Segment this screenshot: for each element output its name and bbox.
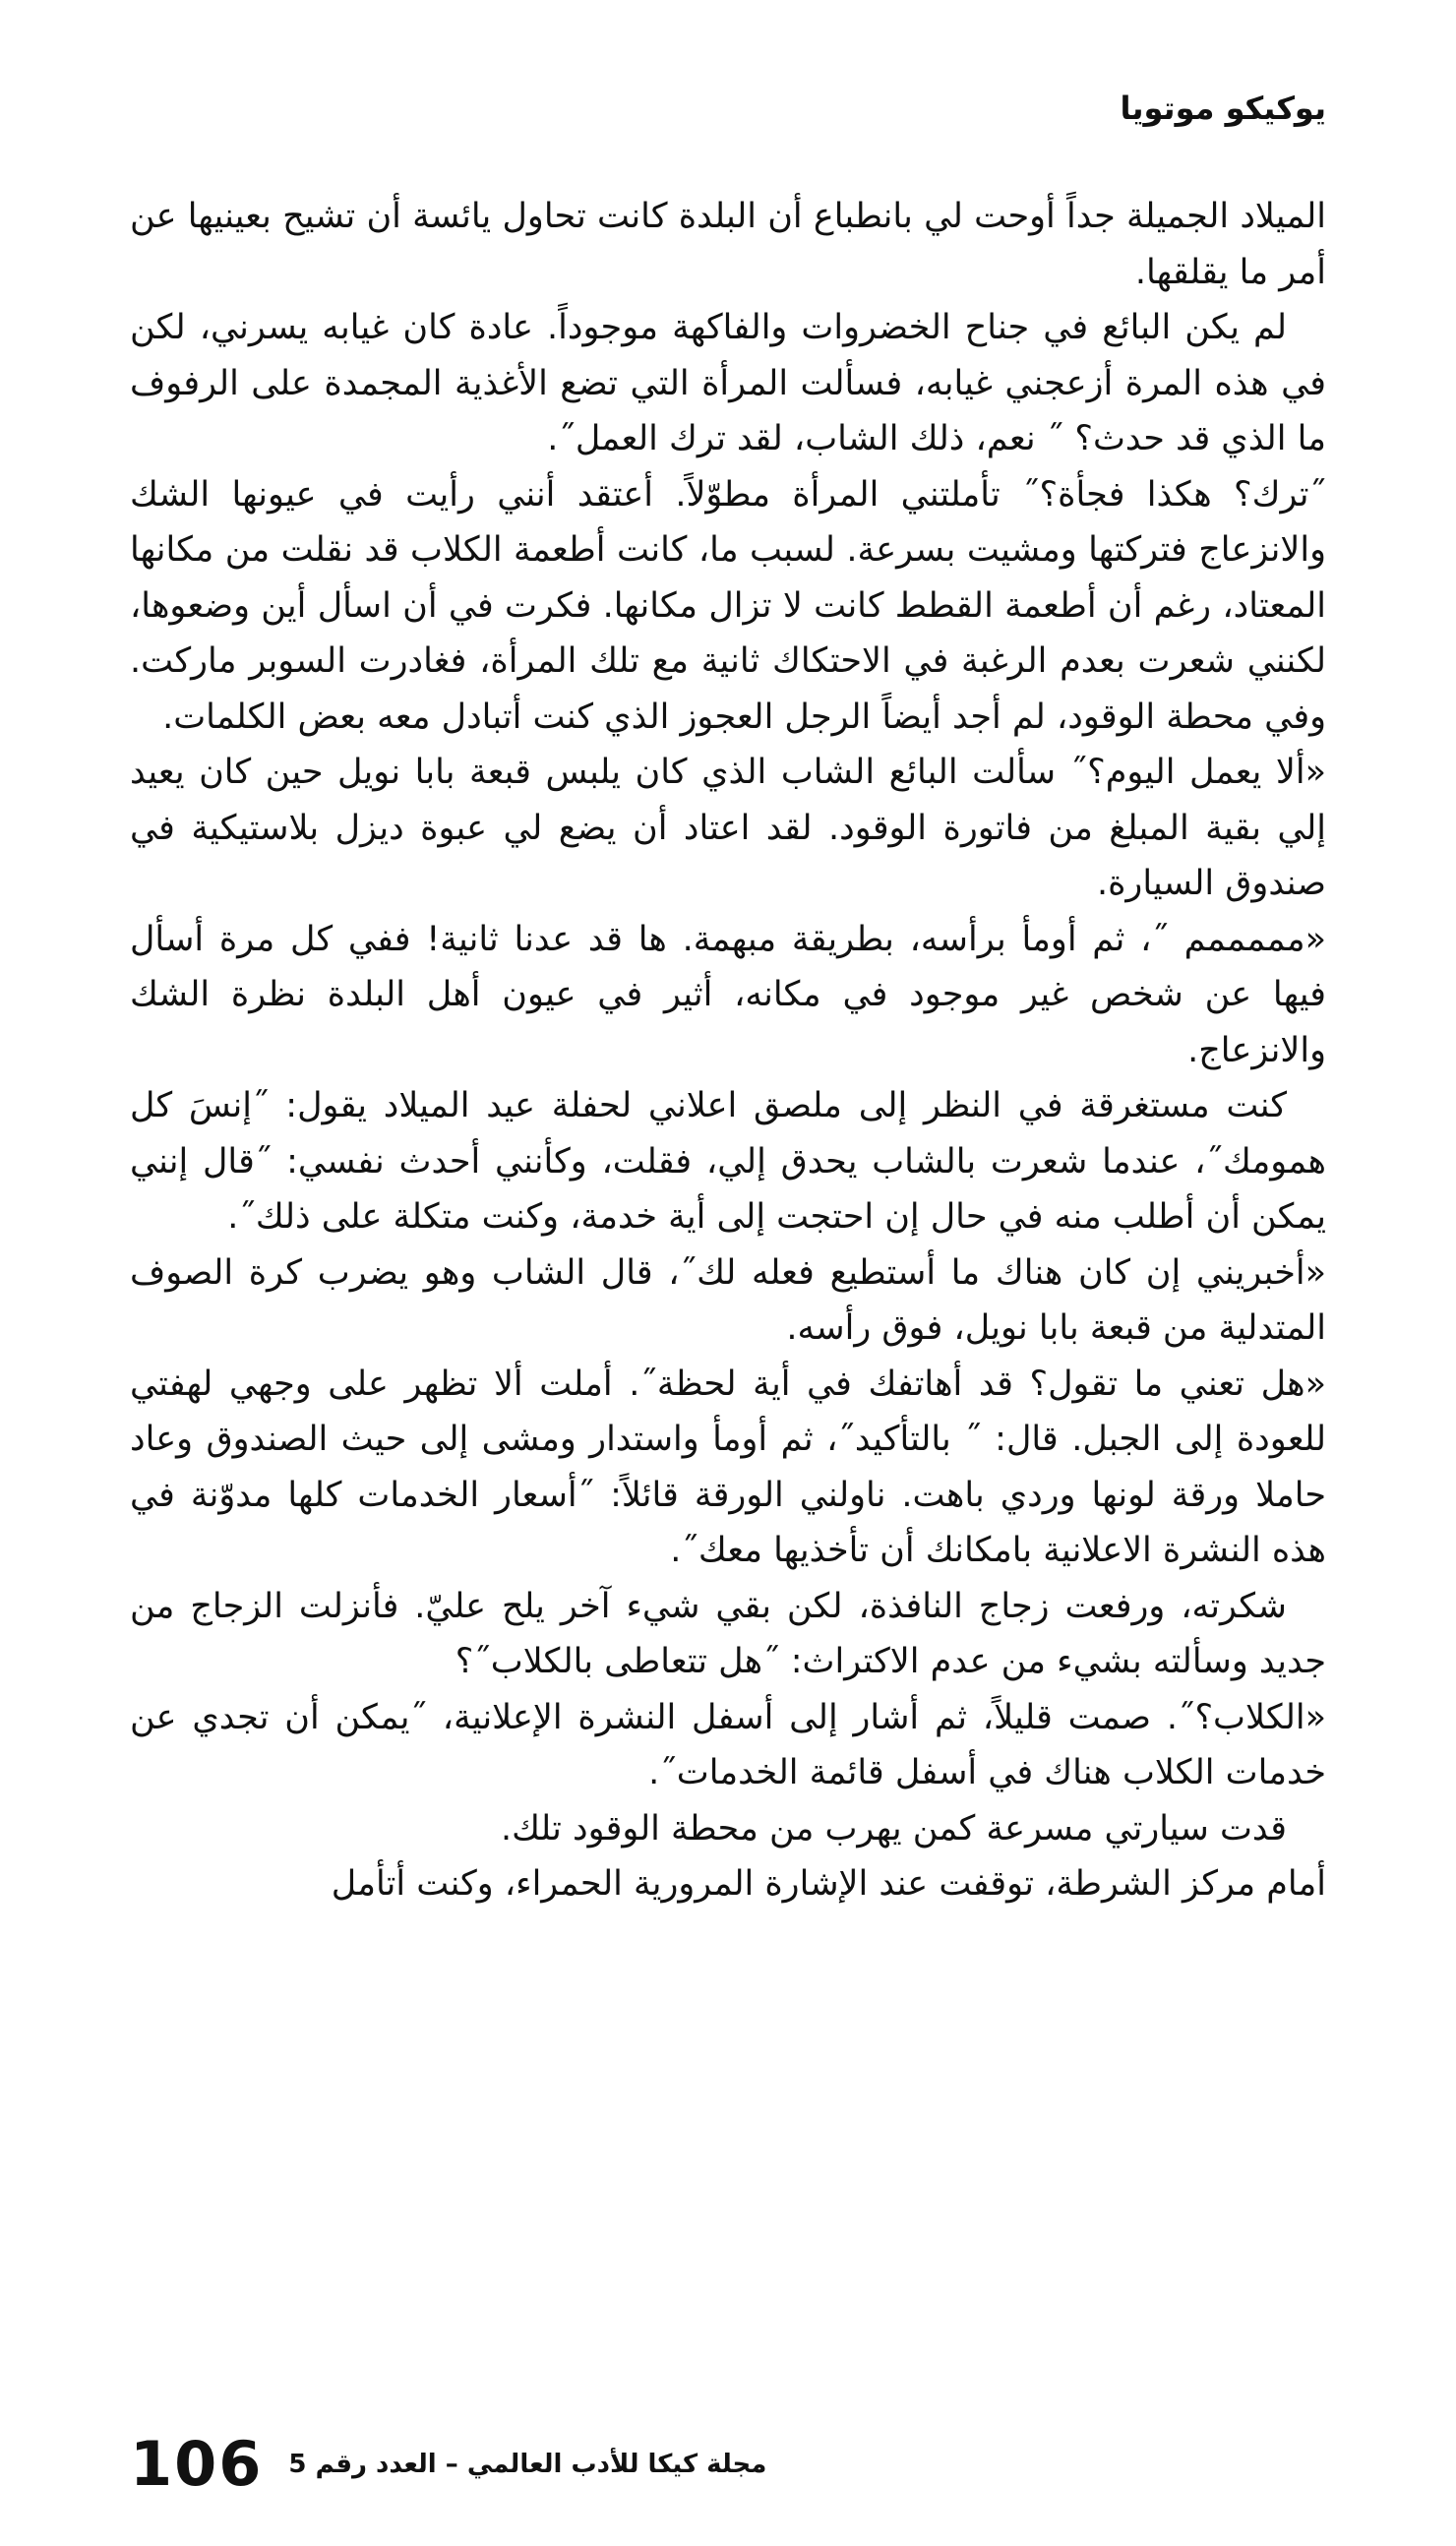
paragraph: قدت سيارتي مسرعة كمن يهرب من محطة الوقود تلك. (500, 1808, 1287, 1849)
journal-credit: مجلة كيكا للأدب العالمي – العدد رقم 5 (288, 2450, 767, 2479)
paragraph: «هل تعني ما تقول؟ قد أهاتفك في أية لحظة˝. أملت ألا تظهر على وجهي لهفتي للعودة إلى الجبل. قال: ˝ بالتأكيد˝، ثم أومأ واستدار ومشى إلى حيث الصندوق وعاد حاملا ورقة لونها وردي باهت. ناولني الورقة قائلاً: ˝أسعار الخدمات كلها مدوّنة في هذه النشرة الاعلانية بامكانك أن تأخذيها معك˝. (130, 1364, 1326, 1570)
running-head-author: يوكيكو موتويا (1120, 90, 1326, 127)
paragraph: «الكلاب؟˝. صمت قليلاً، ثم أشار إلى أسفل النشرة الإعلانية، ˝يمكن أن تجدي عن خدمات الكلاب هناك في أسفل قائمة الخدمات˝. (130, 1697, 1326, 1792)
paragraph: ˝ترك؟ هكذا فجأة؟˝ تأملتني المرأة مطوّلاً. أعتقد أنني رأيت في عيونها الشك والانزعاج فتركتها ومشيت بسرعة. لسبب ما، كانت أطعمة الكلاب قد نقلت من مكانها المعتاد، رغم أن أطعمة القطط كانت لا تزال مكانها. فكرت في أن اسأل أين وضعوها، لكنني شعرت بعدم الرغبة في الاحتكاك ثانية مع تلك المرأة، فغادرت السوبر ماركت. وفي محطة الوقود، لم أجد أيضاً الرجل العجوز الذي كنت أتبادل معه بعض الكلمات. (130, 474, 1326, 737)
body-text (130, 189, 1326, 1912)
paragraph: لم يكن البائع في جناح الخضروات والفاكهة موجوداً. عادة كان غيابه يسرني، لكن في هذه المرة أزعجني غيابه، فسألت المرأة التي تضع الأغذية المجمدة على الرفوف ما الذي قد حدث؟ ˝ نعم، ذلك الشاب، لقد ترك العمل˝. (130, 308, 1326, 458)
page-number: 106 (130, 2428, 264, 2500)
paragraph: شكرته، ورفعت زجاج النافذة، لكن بقي شيء آخر يلح عليّ. فأنزلت الزجاج من جديد وسألته بشيء من عدم الاكتراث: ˝هل تتعاطى بالكلاب˝؟ (130, 1586, 1326, 1681)
paragraph: الميلاد الجميلة جداً أوحت لي بانطباع أن البلدة كانت تحاول يائسة أن تشيح بعينيها عن أمر ما يقلقها. (130, 197, 1326, 292)
paragraph: «ألا يعمل اليوم؟˝ سألت البائع الشاب الذي كان يلبس قبعة بابا نويل حين كان يعيد إلي بقية المبلغ من فاتورة الوقود. لقد اعتاد أن يضع لي عبوة ديزل بلاستيكية في صندوق السيارة. (130, 753, 1326, 903)
paragraph: «مممممم ˝، ثم أومأ برأسه، بطريقة مبهمة. ها قد عدنا ثانية! ففي كل مرة أسأل فيها عن شخص غير موجود في مكانه، أثير في عيون أهل البلدة نظرة الشك والانزعاج. (130, 919, 1326, 1070)
page-footer (130, 2430, 766, 2499)
paragraph: «أخبريني إن كان هناك ما أستطيع فعله لك˝، قال الشاب وهو يضرب كرة الصوف المتدلية من قبعة بابا نويل، فوق رأسه. (130, 1252, 1326, 1348)
paragraph: كنت مستغرقة في النظر إلى ملصق اعلاني لحفلة عيد الميلاد يقول: ˝إنسَ كل همومك˝، عندما شعرت بالشاب يحدق إلي، فقلت، وكأنني أحدث نفسي: ˝قال إنني يمكن أن أطلب منه في حال إن احتجت إلى أية خدمة، وكنت متكلة على ذلك˝. (130, 1086, 1326, 1237)
paragraph: أمام مركز الشرطة، توقفت عند الإشارة المرورية الحمراء، وكنت أتأمل (331, 1864, 1326, 1904)
